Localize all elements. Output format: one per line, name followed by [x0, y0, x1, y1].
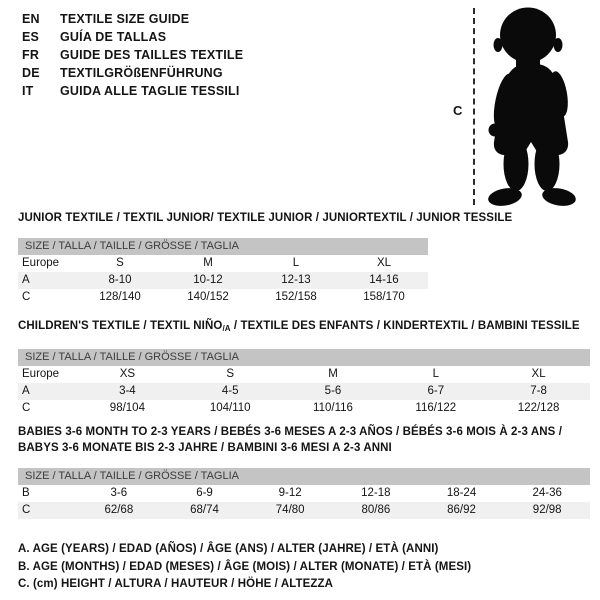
size-value-cell: 92/98: [532, 504, 562, 516]
size-header-bar: SIZE / TALLA / TAILLE / GRÖSSE / TAGLIA: [18, 468, 590, 485]
size-value-cell: 24-36: [532, 487, 562, 499]
row-label: C: [22, 402, 31, 414]
language-title: GUIDE DES TAILLES TEXTILE: [60, 48, 244, 62]
toddler-silhouette-icon: [480, 4, 600, 212]
size-value-cell: 152/158: [275, 291, 317, 303]
junior-textile-title: [18, 210, 513, 226]
section-childrens-textile: [18, 318, 590, 417]
size-value-cell: 12-13: [281, 274, 311, 286]
size-value-cell: 74/80: [275, 504, 305, 516]
childrens-textile-table: [18, 366, 590, 417]
table-row-europe: [18, 255, 428, 272]
table-row-c: [18, 400, 590, 417]
section-title-line: [18, 424, 590, 440]
section-title-text: JUNIOR TEXTILE / TEXTIL JUNIOR/ TEXTILE JUNIOR / JUNIORTEXTIL / JUNIOR TESSILE: [18, 212, 513, 224]
language-row-de: [22, 64, 243, 82]
section-junior-textile: [18, 210, 513, 306]
section-babies-textile: [18, 424, 590, 519]
size-value-cell: 98/104: [109, 402, 145, 414]
language-title: TEXTILGRÖßENFÜHRUNG: [60, 66, 223, 80]
size-value-cell: 104/110: [209, 402, 251, 414]
babies-textile-title: [18, 424, 590, 456]
language-row-fr: [22, 46, 243, 64]
size-value-cell: 6-9: [196, 487, 213, 499]
size-value-cell: 5-6: [324, 385, 342, 397]
section-title-text: BABIES 3-6 MONTH TO 2-3 YEARS / BEBÉS 3-6 MESES A 2-3 AÑOS / BÉBÉS 3-6 MOIS À 2-3 ANS /: [18, 426, 562, 438]
size-value-cell: XS: [119, 368, 136, 380]
size-value-cell: 12-18: [361, 487, 391, 499]
language-code: DE: [22, 66, 40, 80]
size-value-cell: 3-6: [110, 487, 128, 499]
size-value-cell: 10-12: [193, 274, 223, 286]
table-row-c: [18, 289, 428, 306]
size-value-cell: L: [432, 368, 439, 380]
language-code: IT: [22, 84, 34, 98]
size-value-cell: 110/116: [313, 402, 353, 414]
section-title-text: /A: [222, 324, 231, 333]
table-row-a: [18, 272, 428, 289]
size-value-cell: 128/140: [99, 291, 141, 303]
table-row-b: [18, 485, 590, 502]
size-value-cell: 9-12: [278, 487, 302, 499]
size-value-cell: 18-24: [446, 487, 477, 499]
size-value-cell: 3-4: [119, 385, 136, 397]
row-label: A: [22, 385, 30, 397]
language-title: TEXTILE SIZE GUIDE: [60, 12, 190, 26]
size-value-cell: 86/92: [447, 504, 476, 516]
table-row-europe: [18, 366, 590, 383]
language-row-en: [22, 10, 243, 28]
size-value-cell: S: [116, 257, 124, 269]
table-row-c: [18, 502, 590, 519]
size-value-cell: 140/152: [187, 291, 229, 303]
junior-textile-table: [18, 255, 428, 306]
row-label: C: [22, 291, 31, 303]
language-code: ES: [22, 30, 40, 44]
legend-line: B. AGE (MONTHS) / EDAD (MESES) / ÂGE (MOIS) / ALTER (MONATE) / ETÀ (MESI): [18, 560, 472, 573]
size-value-cell: XL: [531, 368, 546, 380]
size-value-cell: 122/128: [517, 402, 560, 414]
legend-line: C. (cm) HEIGHT / ALTURA / HAUTEUR / HÖHE / ALTEZZA: [18, 578, 334, 590]
size-value-cell: 116/122: [415, 402, 457, 414]
section-title-text: BABYS 3-6 MONATE BIS 2-3 JAHRE / BAMBINI 3-6 MESI A 2-3 ANNI: [18, 442, 392, 454]
row-label: B: [22, 487, 30, 499]
childrens-textile-title: [18, 318, 590, 337]
language-title: GUÍA DE TALLAS: [60, 30, 167, 44]
size-value-cell: 4-5: [221, 385, 239, 397]
size-value-cell: M: [203, 257, 213, 269]
legend-line: A. AGE (YEARS) / EDAD (AÑOS) / ÂGE (ANS) / ALTER (JAHRE) / ETÀ (ANNI): [18, 543, 439, 555]
measure-legend: [18, 541, 471, 594]
size-value-cell: S: [226, 368, 235, 380]
size-header-bar: SIZE / TALLA / TAILLE / GRÖSSE / TAGLIA: [18, 238, 428, 255]
table-row-a: [18, 383, 590, 400]
size-value-cell: 62/68: [104, 504, 134, 516]
section-title-line: [18, 440, 590, 456]
size-value-cell: 80/86: [361, 504, 391, 516]
size-value-cell: 158/170: [363, 291, 405, 303]
size-header-bar: SIZE / TALLA / TAILLE / GRÖSSE / TAGLIA: [18, 349, 590, 366]
language-row-it: [22, 82, 243, 100]
height-dashed-line: [473, 8, 475, 205]
row-label: A: [22, 274, 30, 286]
size-value-cell: 68/74: [190, 504, 219, 516]
size-value-cell: 6-7: [427, 385, 445, 397]
babies-textile-table: [18, 485, 590, 519]
size-value-cell: XL: [376, 257, 392, 269]
size-value-cell: M: [328, 368, 338, 380]
size-value-cell: 8-10: [108, 274, 132, 286]
section-title-text: / TEXTILE DES ENFANTS / KINDERTEXTIL / BAMBINI TESSILE: [230, 320, 580, 332]
row-label: Europe: [22, 368, 60, 380]
height-measure-label: C: [453, 103, 463, 118]
size-value-cell: L: [292, 257, 300, 269]
language-title: GUIDA ALLE TAGLIE TESSILI: [60, 84, 240, 98]
language-code: FR: [22, 48, 40, 62]
language-list: [22, 10, 243, 100]
language-row-es: [22, 28, 243, 46]
size-value-cell: 7-8: [530, 385, 547, 397]
section-title-text: CHILDREN'S TEXTILE / TEXTIL NIÑO: [18, 320, 223, 332]
section-title-line: [18, 210, 513, 226]
section-title-line: [18, 318, 590, 337]
size-value-cell: 14-16: [369, 274, 399, 286]
language-code: EN: [22, 12, 40, 26]
row-label: C: [22, 504, 31, 516]
row-label: Europe: [22, 257, 60, 269]
